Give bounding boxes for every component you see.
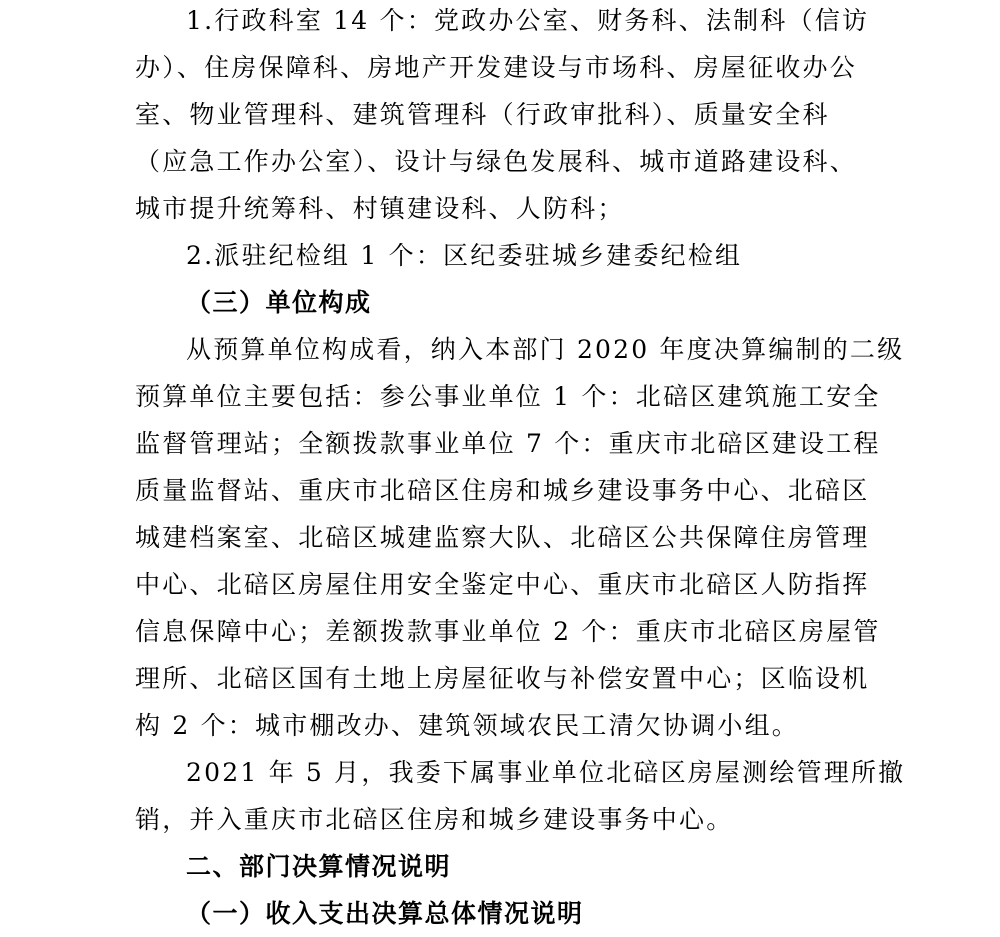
paragraph-start: 2021 年 5 月，我委下属事业单位北碚区房屋测绘管理所撤	[186, 758, 906, 787]
text-line: 办）、住房保障科、房地产开发建设与市场科、房屋征收办公	[135, 53, 857, 82]
text-line: 信息保障中心；差额拨款事业单位 2 个：重庆市北碚区房屋管	[135, 617, 881, 646]
text-line: 监督管理站；全额拨款事业单位 7 个：重庆市北碚区建设工程	[135, 429, 881, 458]
text-line: 销，并入重庆市北碚区住房和城乡建设事务中心。	[135, 805, 734, 834]
section-heading-final-accounts: 二、部门决算情况说明	[186, 852, 452, 881]
section-heading-unit-composition: （三）单位构成	[186, 288, 372, 317]
text-line: 室、物业管理科、建筑管理科（行政审批科）、质量安全科	[135, 100, 830, 129]
text-line: 质量监督站、重庆市北碚区住房和城乡建设事务中心、北碚区	[135, 476, 870, 505]
text-line: 城建档案室、北碚区城建监察大队、北碚区公共保障住房管理	[135, 523, 870, 552]
text-line: 城市提升统筹科、村镇建设科、人防科；	[135, 194, 625, 223]
text-line: 理所、北碚区国有土地上房屋征收与补偿安置中心；区临设机	[135, 664, 870, 693]
text-line: （应急工作办公室）、设计与绿色发展科、城市道路建设科、	[135, 147, 857, 176]
text-line: 中心、北碚区房屋住用安全鉴定中心、重庆市北碚区人防指挥	[135, 570, 870, 599]
list-item-admin-offices: 1.行政科室 14 个：党政办公室、财务科、法制科（信访	[186, 6, 870, 35]
text-line: 预算单位主要包括：参公事业单位 1 个：北碚区建筑施工安全	[135, 382, 881, 411]
paragraph-start: 从预算单位构成看，纳入本部门 2020 年度决算编制的二级	[186, 335, 905, 364]
subsection-heading-income-expenditure: （一）收入支出决算总体情况说明	[186, 899, 584, 928]
text-line: 构 2 个：城市棚改办、建筑领域农民工清欠协调小组。	[135, 711, 800, 740]
list-item-inspection-group: 2.派驻纪检组 1 个：区纪委驻城乡建委纪检组	[186, 241, 743, 270]
